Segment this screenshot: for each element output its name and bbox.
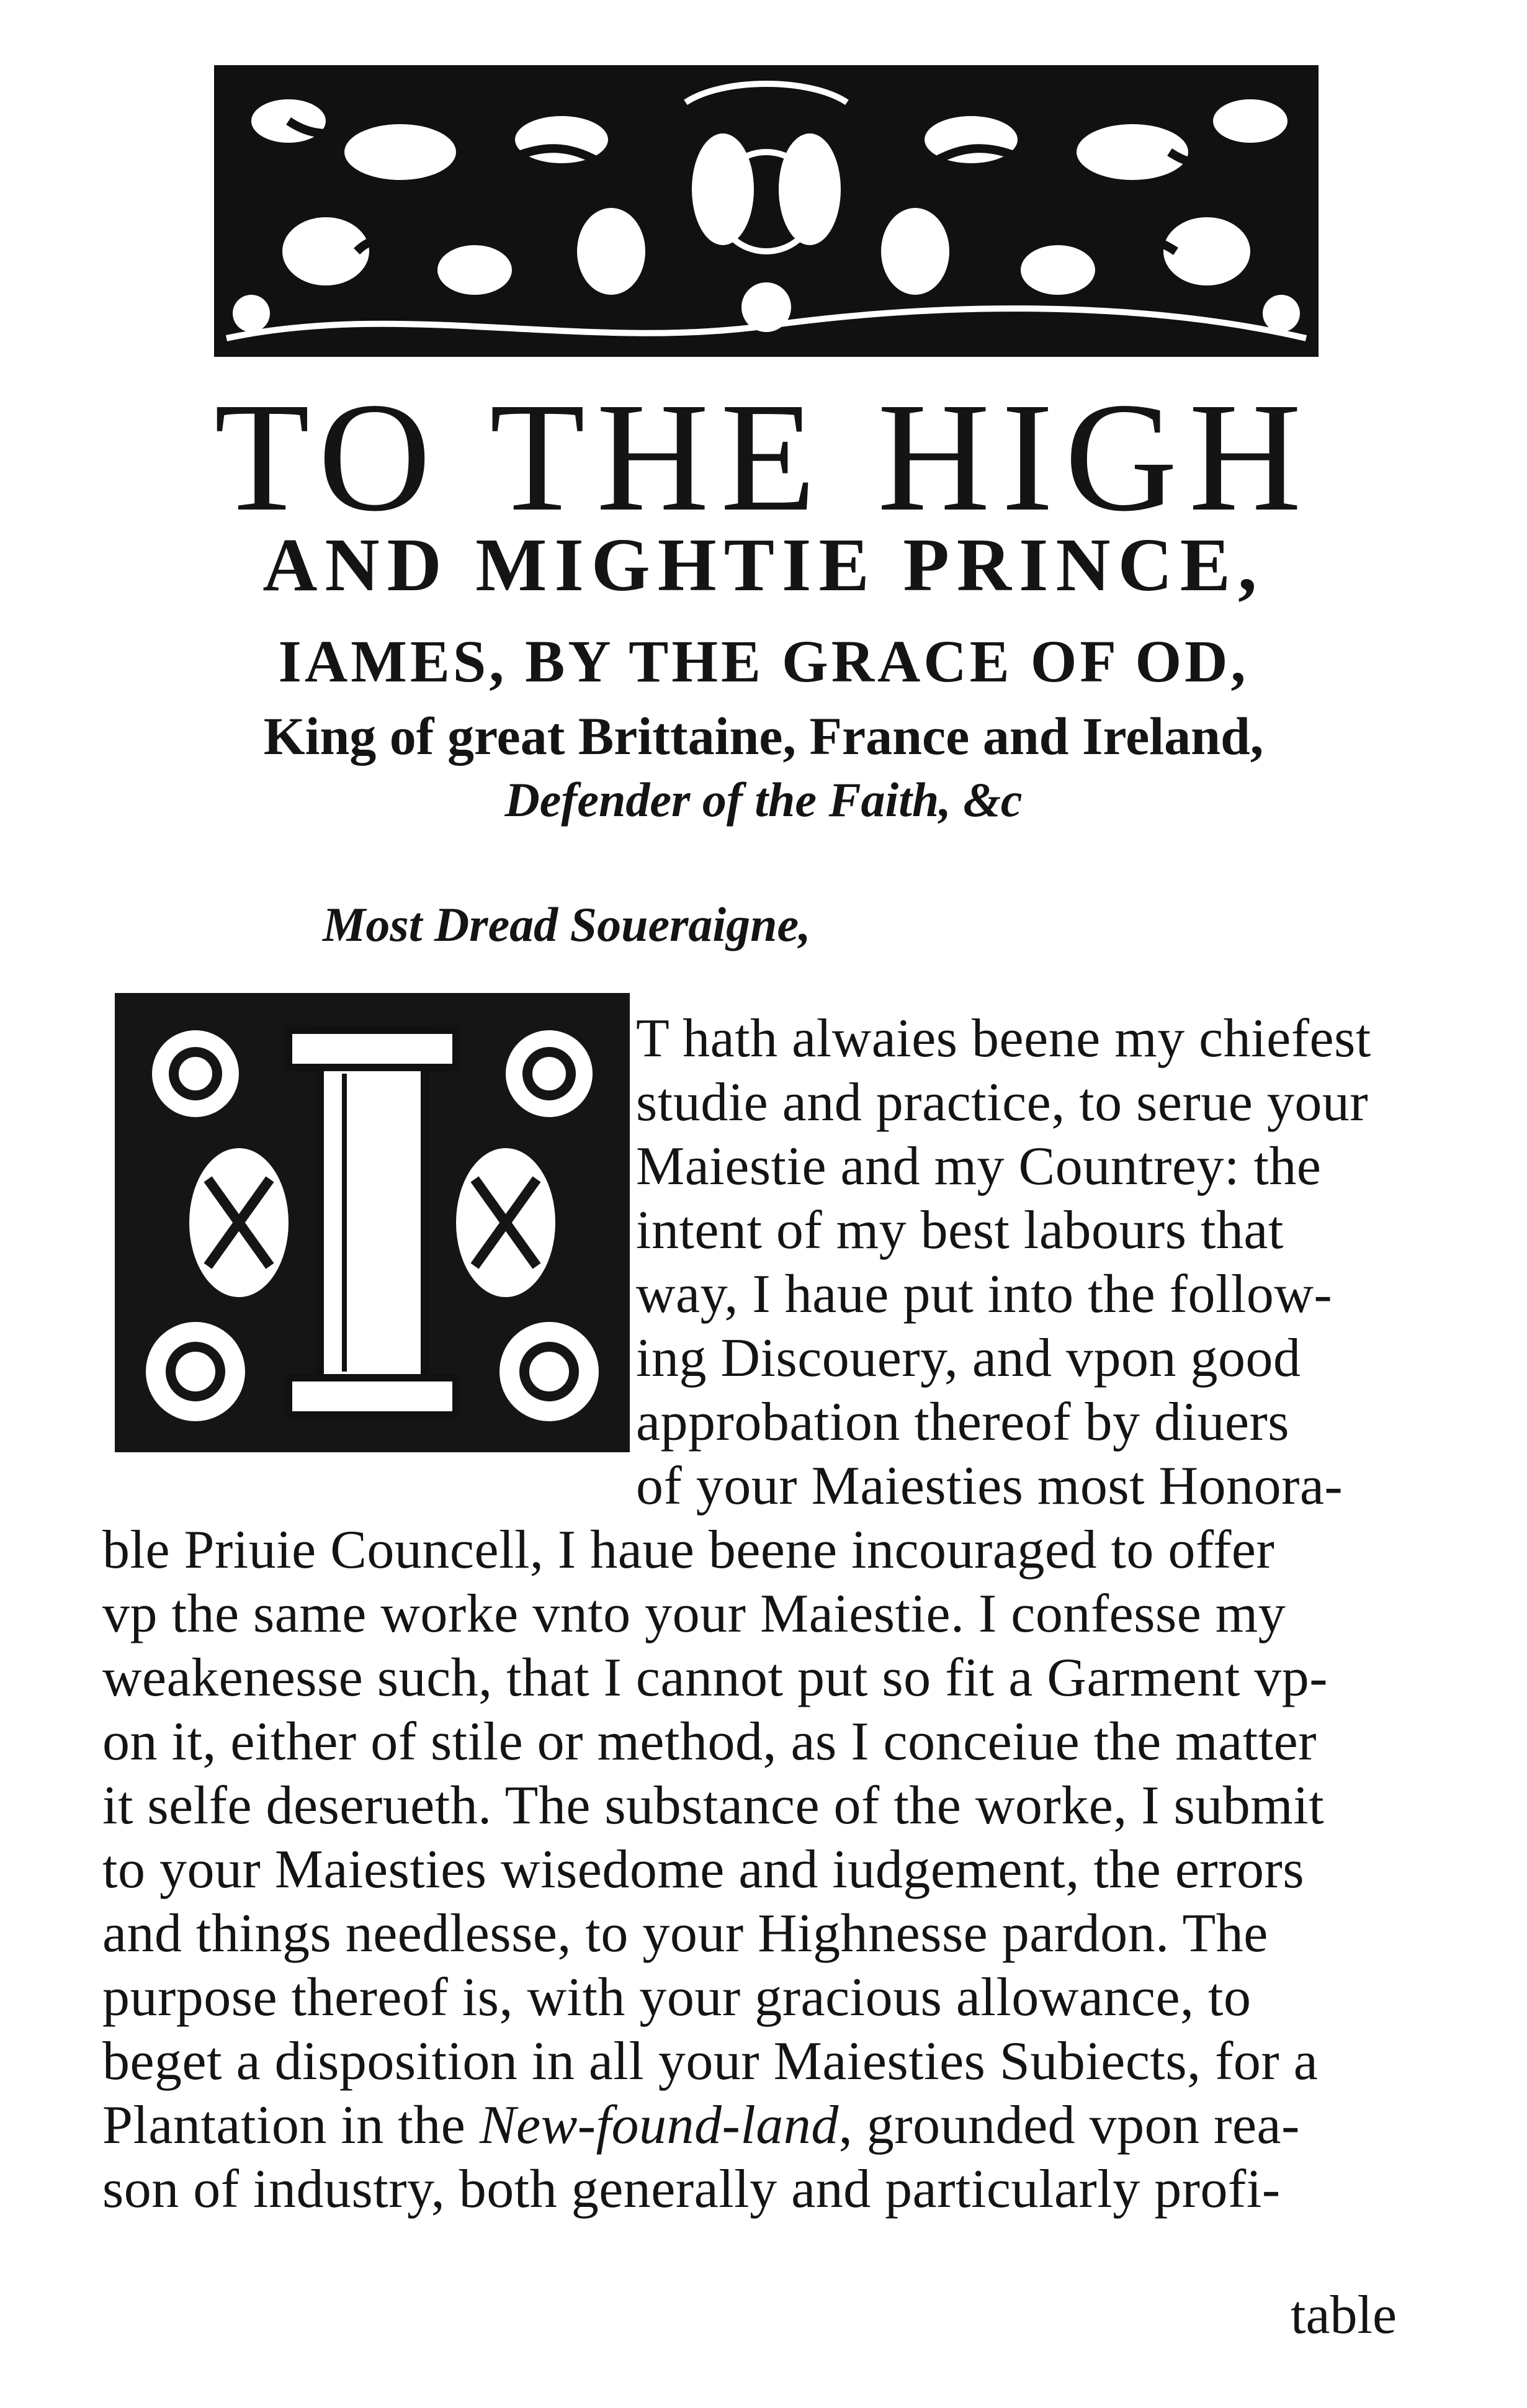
body-line: purpose thereof is, with your gracious allowance, to <box>102 1967 1252 2028</box>
body-line: of your Maiesties most Honora- <box>636 1456 1343 1516</box>
body-line: T hath alwaies beene my chiefest <box>636 1009 1371 1069</box>
salutation: Most Dread Soueraigne, <box>323 897 811 951</box>
body-line: approbation thereof by diuers <box>636 1392 1290 1452</box>
plantation-tail: , grounded vpon rea- <box>838 2095 1300 2155</box>
place-name-italic: New-found-land <box>479 2095 839 2155</box>
body-line: weakenesse such, that I cannot put so fit a Garment vp- <box>102 1648 1328 1708</box>
title-line-4: King of great Brittaine, France and Ireland, <box>263 706 1264 766</box>
body-line: intent of my best labours that <box>636 1200 1284 1260</box>
body-line: vp the same worke vnto your Maiestie. I confesse my <box>102 1584 1286 1644</box>
body-line: way, I haue put into the follow- <box>636 1264 1333 1324</box>
body-line: ble Priuie Councell, I haue beene incouraged to offer <box>102 1520 1275 1580</box>
body-line: ing Discouery, and vpon good <box>636 1328 1301 1388</box>
body-line: and things needlesse, to your Highnesse pardon. The <box>102 1903 1268 1964</box>
title-line-2: AND MIGHTIE PRINCE, <box>262 523 1265 607</box>
body-line: beget a disposition in all your Maiesties Subiects, for a <box>102 2031 1319 2091</box>
title-line-1: TO THE HIGH <box>214 370 1313 544</box>
title-line-5: Defender of the Faith, &c <box>504 773 1023 827</box>
body-line: to your Maiesties wisedome and iudgement, the errors <box>102 1840 1305 1900</box>
plantation-lead: Plantation in the <box>102 2095 480 2155</box>
body-line: son of industry, both generally and particularly profi- <box>102 2159 1281 2219</box>
body-line-plantation <box>102 2095 1300 2155</box>
body-line: Maiestie and my Countrey: the <box>636 1136 1322 1197</box>
body-line: it selfe deserueth. The substance of the worke, I submit <box>102 1776 1325 1836</box>
body-line: on it, either of stile or method, as I conceiue the matter <box>102 1712 1317 1772</box>
catchword: table <box>1291 2285 1397 2345</box>
title-line-3: IAMES, BY THE GRACE OF OD, <box>278 628 1249 694</box>
body-line: studie and practice, to serue your <box>636 1072 1369 1133</box>
